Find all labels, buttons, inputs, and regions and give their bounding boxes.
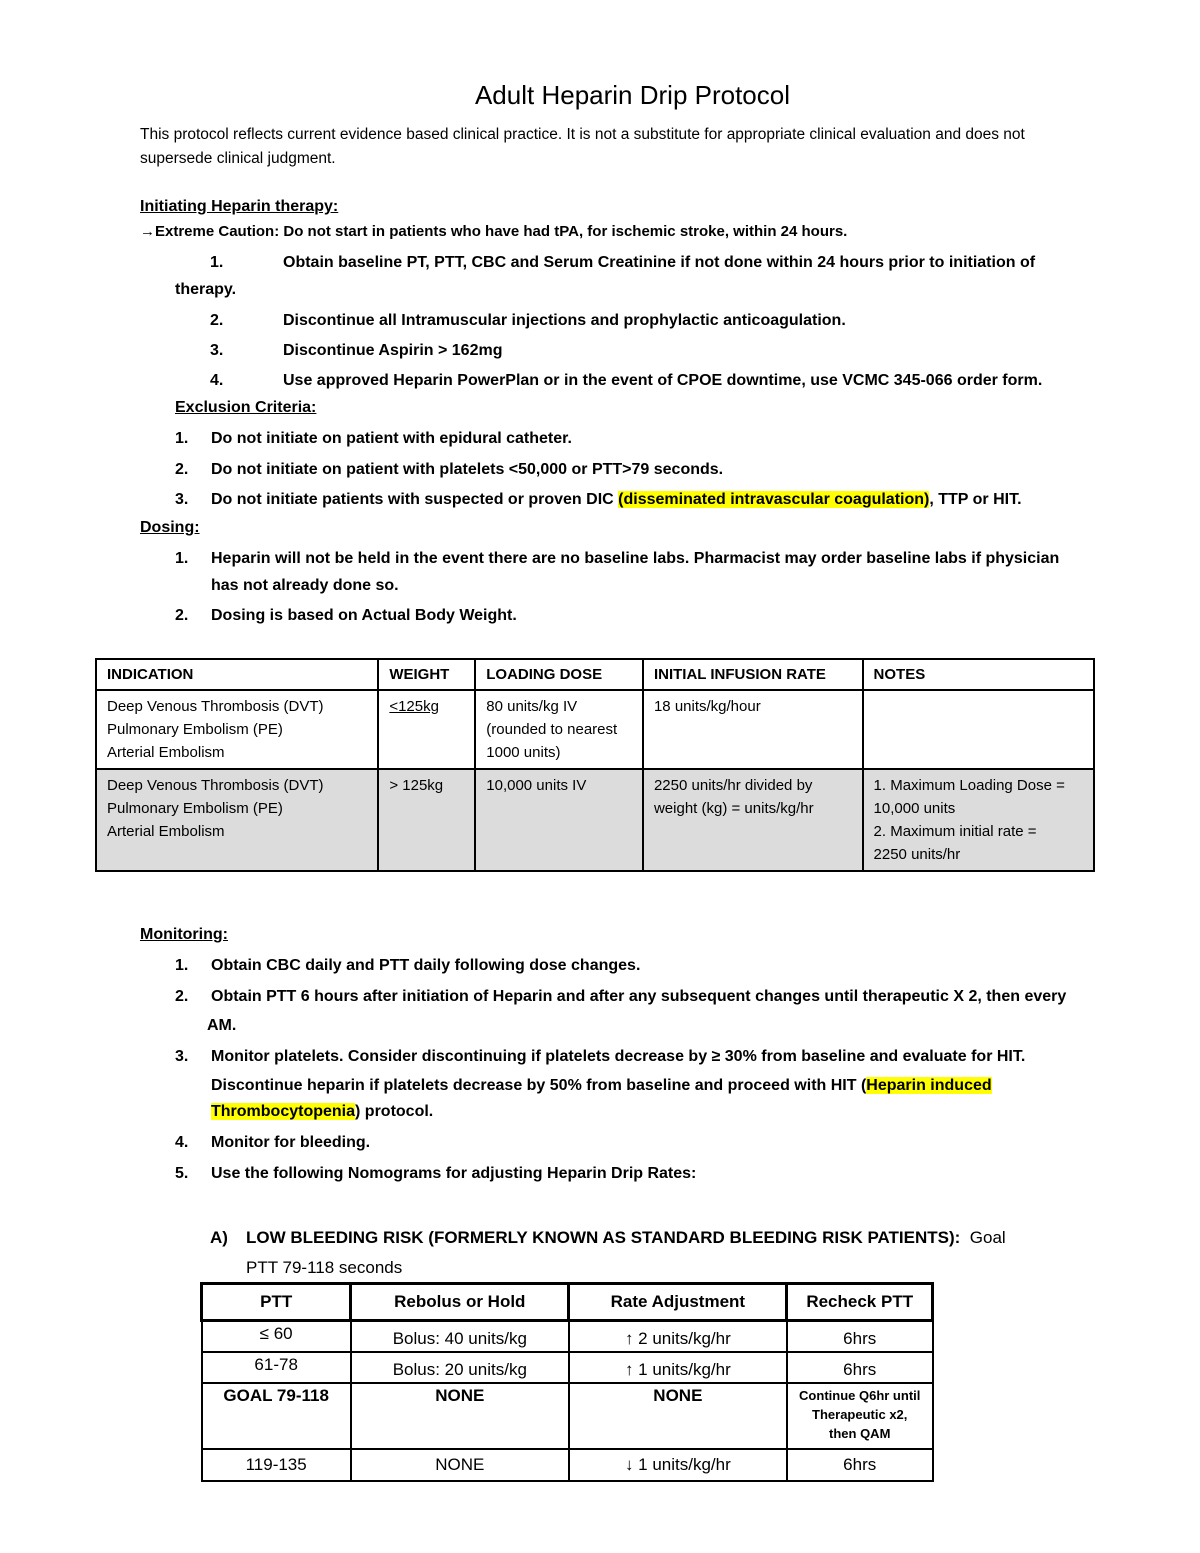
exclusion-text: Do not initiate on patient with epidural catheter. — [211, 430, 572, 447]
dosing-number: 1. — [175, 550, 189, 567]
rate-cell: NONE — [569, 1383, 787, 1449]
table-header: WEIGHT — [378, 659, 475, 690]
page-title: Adult Heparin Drip Protocol — [474, 80, 791, 110]
step-number: 1. — [210, 254, 224, 271]
table-header: Rate Adjustment — [569, 1284, 787, 1321]
table-row — [202, 1383, 933, 1449]
table-row — [202, 1449, 933, 1481]
monitoring-number: 1. — [175, 957, 189, 974]
step-text-cont: therapy. — [175, 281, 237, 298]
table-header: Rebolus or Hold — [351, 1284, 569, 1321]
dosing-number: 2. — [175, 607, 189, 624]
rate-cell: ↓ 1 units/kg/hr — [569, 1449, 787, 1481]
caution-label: →Extreme Caution: — [140, 223, 280, 240]
initiating-heading: Initiating Heparin therapy: — [140, 198, 339, 215]
step-text: Obtain baseline PT, PTT, CBC and Serum Creatinine if not done within 24 hours prior to initiation of — [283, 254, 1036, 271]
monitoring-text-cont: AM. — [207, 1017, 237, 1034]
rebolus-cell: NONE — [351, 1449, 569, 1481]
exclusion-number: 2. — [175, 461, 189, 478]
monitoring-text-cont: Thrombocytopenia) protocol. — [211, 1103, 434, 1120]
rebolus-cell: Bolus: 20 units/kg — [351, 1352, 569, 1383]
notes-cell: 1. Maximum Loading Dose = 10,000 units 2. Maximum initial rate = 2250 units/hr — [863, 769, 1094, 871]
dic-highlight: (disseminated intravascular coagulation) — [618, 491, 930, 508]
dosing-text: Dosing is based on Actual Body Weight. — [211, 607, 517, 624]
recheck-cell: Continue Q6hr until Therapeutic x2, then QAM — [787, 1383, 933, 1449]
monitoring-number: 3. — [175, 1048, 189, 1065]
table-header-row — [202, 1284, 933, 1321]
table-row — [96, 769, 1094, 871]
indication-table — [95, 658, 1095, 872]
recheck-cell: 6hrs — [787, 1352, 933, 1383]
indication-cell: Deep Venous Thrombosis (DVT) Pulmonary Embolism (PE) Arterial Embolism — [96, 690, 378, 769]
caution-text: Do not start in patients who have had tPA, for ischemic stroke, within 24 hours. — [279, 223, 848, 240]
exclusion-number: 1. — [175, 430, 189, 447]
dosing-text-cont: has not already done so. — [211, 577, 399, 594]
table-header: INITIAL INFUSION RATE — [643, 659, 863, 690]
dosing-text: Heparin will not be held in the event there are no baseline labs. Pharmacist may order baseline labs if physician — [211, 550, 1060, 567]
rebolus-cell: NONE — [351, 1383, 569, 1449]
intro-line-1: This protocol reflects current evidence based clinical practice. It is not a substitute for appropriate clinical evaluation and does not — [140, 126, 1025, 143]
rate-cell: 2250 units/hr divided by weight (kg) = units/kg/hr — [643, 769, 863, 871]
indication-cell: Deep Venous Thrombosis (DVT) Pulmonary Embolism (PE) Arterial Embolism — [96, 769, 378, 871]
monitoring-text-cont: Discontinue heparin if platelets decrease by 50% from baseline and proceed with HIT (Heparin induced — [211, 1077, 992, 1094]
step-number: 4. — [210, 372, 224, 389]
table-header: NOTES — [863, 659, 1094, 690]
monitoring-number: 4. — [175, 1134, 189, 1151]
step-text: Use approved Heparin PowerPlan or in the event of CPOE downtime, use VCMC 345-066 order form. — [283, 372, 1043, 389]
nomogram-heading-line: LOW BLEEDING RISK (FORMERLY KNOWN AS STANDARD BLEEDING RISK PATIENTS): Goal — [246, 1228, 1006, 1247]
exclusion-text: Do not initiate on patient with platelets <50,000 or PTT>79 seconds. — [211, 461, 724, 478]
notes-cell — [863, 690, 1094, 769]
table-header: Recheck PTT — [787, 1284, 933, 1321]
monitoring-number: 2. — [175, 988, 189, 1005]
table-header: LOADING DOSE — [475, 659, 643, 690]
rate-cell: ↑ 1 units/kg/hr — [569, 1352, 787, 1383]
table-row — [202, 1321, 933, 1352]
exclusion-number: 3. — [175, 491, 189, 508]
nomogram-table — [200, 1282, 934, 1482]
hit-highlight: Heparin induced — [866, 1077, 992, 1094]
table-header: PTT — [202, 1284, 351, 1321]
step-text: Discontinue all Intramuscular injections and prophylactic anticoagulation. — [283, 312, 846, 329]
weight-cell: <125kg — [378, 690, 475, 769]
exclusion-text: Do not initiate patients with suspected or proven DIC (disseminated intravascular coagulation), TTP or HIT. — [211, 491, 1022, 508]
monitoring-text: Monitor platelets. Consider discontinuing if platelets decrease by ≥ 30% from baseline and evaluate for HIT. — [211, 1048, 1026, 1065]
loading-cell: 10,000 units IV — [475, 769, 643, 871]
recheck-cell: 6hrs — [787, 1449, 933, 1481]
monitoring-number: 5. — [175, 1165, 189, 1182]
rate-cell: ↑ 2 units/kg/hr — [569, 1321, 787, 1352]
recheck-cell: 6hrs — [787, 1321, 933, 1352]
weight-cell: > 125kg — [378, 769, 475, 871]
intro-line-2: supersede clinical judgment. — [140, 150, 336, 167]
table-row — [202, 1352, 933, 1383]
ptt-cell: ≤ 60 — [202, 1321, 351, 1352]
step-number: 3. — [210, 342, 224, 359]
table-row — [96, 690, 1094, 769]
rate-cell: 18 units/kg/hour — [643, 690, 863, 769]
step-text: Discontinue Aspirin > 162mg — [283, 342, 503, 359]
hit-highlight: Thrombocytopenia — [211, 1103, 356, 1120]
monitoring-text: Obtain CBC daily and PTT daily following dose changes. — [211, 957, 641, 974]
caution-line — [140, 223, 847, 240]
nomogram-heading: LOW BLEEDING RISK (FORMERLY KNOWN AS STANDARD BLEEDING RISK PATIENTS): — [246, 1228, 961, 1247]
ptt-cell: GOAL 79-118 — [202, 1383, 351, 1449]
monitoring-heading: Monitoring: — [140, 926, 228, 943]
dosing-heading: Dosing: — [140, 519, 200, 536]
rebolus-cell: Bolus: 40 units/kg — [351, 1321, 569, 1352]
monitoring-text: Obtain PTT 6 hours after initiation of Heparin and after any subsequent changes until therapeutic X 2, then every — [211, 988, 1067, 1005]
monitoring-text: Use the following Nomograms for adjusting Heparin Drip Rates: — [211, 1165, 697, 1182]
step-number: 2. — [210, 312, 224, 329]
table-header: INDICATION — [96, 659, 378, 690]
table-header-row — [96, 659, 1094, 690]
nomogram-goal: PTT 79-118 seconds — [246, 1258, 403, 1277]
exclusion-heading: Exclusion Criteria: — [175, 399, 317, 416]
ptt-cell: 61-78 — [202, 1352, 351, 1383]
monitoring-text: Monitor for bleeding. — [211, 1134, 371, 1151]
loading-cell: 80 units/kg IV (rounded to nearest 1000 units) — [475, 690, 643, 769]
ptt-cell: 119-135 — [202, 1449, 351, 1481]
nomogram-label: A) — [210, 1228, 228, 1247]
